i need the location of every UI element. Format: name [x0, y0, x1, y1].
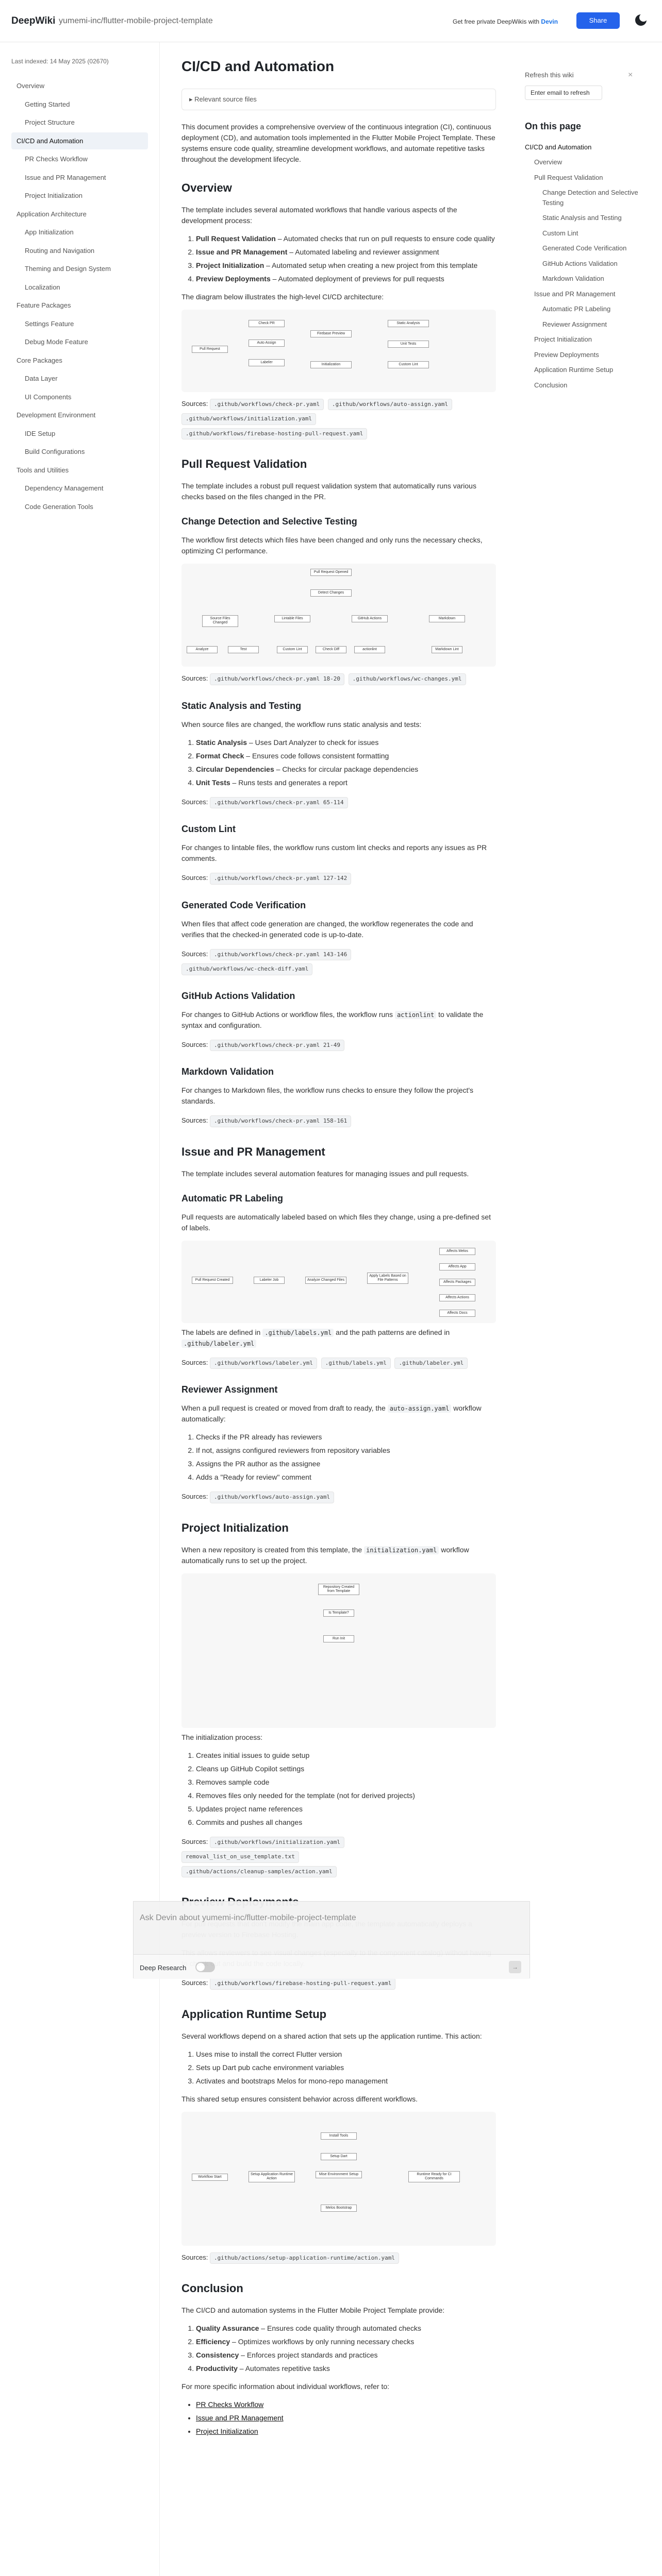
diagram-node: Labeler: [249, 359, 285, 366]
diagram-node: Markdown Lint: [432, 646, 462, 653]
source-chip[interactable]: .github/workflows/check-pr.yaml: [210, 399, 324, 411]
diagram-node: Custom Lint: [277, 646, 308, 653]
on-this-page-heading: On this page: [525, 121, 582, 131]
chat-input[interactable]: Ask Devin about yumemi-inc/flutter-mobile-project-template: [140, 1913, 356, 1922]
gav-heading: GitHub Actions Validation: [181, 990, 295, 1001]
ars-list: 1. Uses mise to install the correct Flutter version 2. Sets up Dart pub cache environment variables 3. Activates and bootstraps Melos for mono-repo management: [181, 2049, 496, 2087]
sidebar-item-project-init[interactable]: Project Initialization: [25, 192, 82, 199]
sources-pd: Sources: .github/workflows/firebase-hosting-pull-request.yaml: [181, 1976, 496, 1991]
diagram-node: Melos Bootstrap: [321, 2205, 357, 2212]
gav-text: For changes to GitHub Actions or workflow files, the workflow runs actionlint to validate the syntax and configuration.: [181, 1010, 484, 1029]
diagram-node: Test: [228, 646, 259, 653]
diagram-node: Pull Request: [192, 346, 228, 353]
diagram-node: actionlint: [354, 646, 385, 653]
diagram-node: Analyze Changed Files: [305, 1277, 346, 1284]
source-chip[interactable]: .github/workflows/check-pr.yaml 143-146: [210, 949, 351, 961]
diagram-node: Labeler Job: [254, 1277, 285, 1284]
sidebar-item-dependency[interactable]: Dependency Management: [25, 484, 104, 492]
promo-text: Get free private DeepWikis with Devin: [453, 18, 558, 25]
diagram-node: Pull Request Opened: [310, 569, 352, 576]
labeling-diagram: [181, 1241, 496, 1323]
source-chip[interactable]: .github/workflows/wc-changes.yml: [349, 673, 466, 685]
ra-list: 1. Checks if the PR already has reviewers 2. If not, assigns configured reviewers from repository variables 3. Assigns the PR author as the assignee 4. Adds a "Ready for review" comment: [181, 1432, 496, 1483]
diagram-node: Source Files Changed: [202, 615, 238, 627]
sidebar-item-debug[interactable]: Debug Mode Feature: [25, 338, 88, 346]
send-icon[interactable]: →: [509, 1961, 521, 1973]
relevant-source-files[interactable]: ▸ Relevant source files: [181, 89, 496, 110]
overview-heading: Overview: [181, 181, 232, 194]
diagram-node: Mise Environment Setup: [316, 2171, 362, 2178]
toc-item[interactable]: Reviewer Assignment: [542, 320, 607, 328]
diagram-node: Firebase Preview: [310, 330, 352, 337]
sidebar-item-core-packages[interactable]: Core Packages: [16, 356, 62, 364]
diagram-node: Install Tools: [321, 2132, 357, 2140]
main-content: [181, 42, 496, 2444]
source-chip[interactable]: removal_list_on_use_template.txt: [181, 1851, 299, 1863]
source-chip[interactable]: .github/workflows/labeler.yml: [210, 1358, 317, 1369]
overview-after: The diagram below illustrates the high-level CI/CD architecture:: [181, 292, 384, 301]
toc-item[interactable]: Application Runtime Setup: [534, 366, 614, 374]
diagram-node: Is Template?: [323, 1609, 354, 1617]
diagram-node: Setup Dart: [321, 2153, 357, 2160]
diagram-node: Auto Assign: [249, 340, 285, 347]
source-chip[interactable]: .github/workflows/initialization.yaml: [210, 1837, 344, 1849]
cl-heading: Custom Lint: [181, 824, 236, 834]
diagram-node: Affects Docs: [439, 1310, 475, 1317]
toc-item[interactable]: Issue and PR Management: [534, 290, 616, 298]
diagram-node: GitHub Actions: [352, 615, 388, 622]
sources-ars: Sources: .github/actions/setup-application-runtime/action.yaml: [181, 2251, 496, 2266]
diagram-node: Setup Application Runtime Action: [249, 2171, 295, 2183]
top-header: [0, 0, 662, 42]
diagram-node: Workflow Start: [192, 2174, 228, 2181]
change-detection-diagram: [181, 564, 496, 667]
diagram-node: Apply Labels Based on File Patterns: [367, 1273, 408, 1284]
sidebar-item-overview[interactable]: Overview: [16, 82, 45, 90]
email-refresh-button[interactable]: Enter email to refresh: [525, 86, 602, 100]
diagram-node: Repository Created from Template: [318, 1584, 359, 1596]
overview-list: 1. Pull Request Validation – Automated checks that run on pull requests to ensure code quality 2. Issue and PR Management – Automated labeling and reviewer assignment 3. Project Initialization – Automated setup when creating a new project from this template 4. Preview Deployments – Automated deployment of previews for pull requests: [181, 233, 496, 284]
diagram-node: Affects Packages: [439, 1279, 475, 1286]
diagram-node: Affects Actions: [439, 1294, 475, 1301]
source-chip[interactable]: .github/workflows/firebase-hosting-pull-request.yaml: [210, 1978, 395, 1990]
labels-text: The labels are defined in .github/labels.yml and the path patterns are defined in .github/labeler.yml: [181, 1328, 450, 1347]
sources-gav: Sources: .github/workflows/check-pr.yaml 21-49: [181, 1038, 496, 1053]
toc-item[interactable]: Conclusion: [534, 381, 568, 389]
runtime-diagram: [181, 2112, 496, 2246]
sidebar-item-build-config[interactable]: Build Configurations: [25, 448, 85, 455]
chat-bar: [134, 1954, 529, 1979]
source-chip[interactable]: .github/workflows/wc-check-diff.yaml: [181, 963, 312, 975]
toc-item[interactable]: CI/CD and Automation: [525, 143, 592, 151]
pi-list: 1. Creates initial issues to guide setup 2. Cleans up GitHub Copilot settings 3. Removes sample code 4. Removes files only needed for the template (not for derived projects) 5. Updates project name references 6. Commits and pushes all changes: [181, 1750, 496, 1828]
source-chip[interactable]: .github/workflows/check-pr.yaml 21-49: [210, 1040, 344, 1052]
sources-sa: Sources: .github/workflows/check-pr.yaml 65-114: [181, 795, 496, 810]
share-button[interactable]: Share: [576, 12, 620, 29]
link-issue-pr[interactable]: Issue and PR Management: [196, 2414, 284, 2422]
diagram-node: Custom Lint: [388, 361, 429, 368]
sources-ra: Sources: .github/workflows/auto-assign.yaml: [181, 1490, 496, 1505]
toc-item[interactable]: Pull Request Validation: [534, 173, 603, 181]
refresh-text: Refresh this wiki: [525, 71, 574, 79]
diagram-node: Lintable Files: [274, 615, 310, 622]
deep-research-toggle[interactable]: [195, 1962, 215, 1972]
source-chip[interactable]: .github/labels.yml: [321, 1358, 391, 1369]
source-chip[interactable]: .github/workflows/check-pr.yaml 65-114: [210, 797, 348, 809]
source-chip[interactable]: .github/actions/cleanup-samples/action.yaml: [181, 1866, 337, 1878]
toc-item[interactable]: Generated Code Verification: [542, 244, 627, 252]
sa-text: When source files are changed, the workflow runs static analysis and tests:: [181, 720, 422, 728]
toc-item[interactable]: Change Detection and Selective Testing: [542, 189, 638, 207]
conc-text: The CI/CD and automation systems in the Flutter Mobile Project Template provide:: [181, 2306, 445, 2314]
source-chip[interactable]: .github/workflows/initialization.yaml: [181, 413, 316, 425]
conc-links: [181, 2399, 496, 2437]
diagram-node: Static Analysis: [388, 320, 429, 327]
source-chip[interactable]: .github/workflows/check-pr.yaml 158-161: [210, 1115, 351, 1127]
diagram-node: Detect Changes: [310, 589, 352, 597]
sidebar-item-pr-checks[interactable]: PR Checks Workflow: [25, 155, 88, 163]
toc-item[interactable]: Static Analysis and Testing: [542, 214, 622, 222]
last-indexed: Last indexed: 14 May 2025 (02670): [11, 58, 109, 65]
sa-list: 1. Static Analysis – Uses Dart Analyzer to check for issues 2. Format Check – Ensures code follows consistent formatting 3. Circular Dependencies – Checks for circular package dependencies 4. Unit Tests – Runs tests and generates a report: [181, 737, 496, 788]
mv-heading: Markdown Validation: [181, 1066, 274, 1077]
init-diagram: [181, 1573, 496, 1728]
source-chip[interactable]: .github/workflows/firebase-hosting-pull-request.yaml: [181, 428, 367, 440]
diagram-node: Runtime Ready for CI Commands: [408, 2171, 460, 2183]
source-chip[interactable]: .github/workflows/auto-assign.yaml: [328, 399, 452, 411]
sources-pi: Sources: .github/workflows/initialization.yaml removal_list_on_use_template.txt .github/actions/cleanup-samples/action.yaml: [181, 1835, 496, 1879]
link-pr-checks[interactable]: PR Checks Workflow: [196, 2400, 264, 2409]
page-title: CI/CD and Automation: [181, 58, 335, 74]
diagram-node: Unit Tests: [388, 341, 429, 348]
sources-cd: Sources: .github/workflows/check-pr.yaml 18-20 .github/workflows/wc-changes.yml: [181, 672, 496, 687]
overview-text: The template includes several automated workflows that handle various aspects of the development process:: [181, 205, 457, 225]
sidebar-item-routing[interactable]: Routing and Navigation: [25, 246, 95, 255]
toc-item[interactable]: Markdown Validation: [542, 275, 604, 282]
sidebar-item-ide-setup[interactable]: IDE Setup: [25, 429, 56, 437]
pi-text: When a new repository is created from this template, the initialization.yaml workflow automatically runs to set up the project.: [181, 1545, 469, 1565]
devin-link[interactable]: Devin: [541, 18, 558, 25]
source-chip[interactable]: .github/actions/setup-application-runtime/action.yaml: [210, 2252, 399, 2264]
ra-heading: Reviewer Assignment: [181, 1384, 278, 1395]
sidebar-item-tools[interactable]: Tools and Utilities: [16, 466, 69, 474]
cd-text: The workflow first detects which files have been changed and only runs the necessary checks, optimizing CI performance.: [181, 536, 483, 555]
sidebar-item-data-layer[interactable]: Data Layer: [25, 375, 58, 382]
toc-item[interactable]: Overview: [534, 158, 562, 166]
source-chip[interactable]: .github/labeler.yml: [394, 1358, 468, 1369]
ars-text: Several workflows depend on a shared action that sets up the application runtime. This action:: [181, 2031, 482, 2040]
sidebar: [0, 42, 160, 2576]
ra-text: When a pull request is created or moved from draft to ready, the auto-assign.yaml workflow automatically:: [181, 1404, 482, 1423]
mv-text: For changes to Markdown files, the workflow runs checks to ensure they follow the project's standards.: [181, 1086, 474, 1105]
pi-heading: Project Initialization: [181, 1521, 289, 1534]
architecture-diagram: [181, 310, 496, 392]
diagram-node: Check PR: [249, 320, 285, 327]
intro: This document provides a comprehensive overview of the continuous integration (CI), continuous deployment (CD), and automation tools implemented in the Flutter Mobile Project Template. These systems ensure code quality, streamline development workflows, and automate repetitive tasks throughout the development lifecycle.: [181, 122, 495, 163]
diagram-node: Affects Melos: [439, 1248, 475, 1255]
sidebar-item-theming[interactable]: Theming and Design System: [25, 265, 111, 273]
toc-item[interactable]: Project Initialization: [534, 335, 592, 343]
conc-list: 1. Quality Assurance – Ensures code quality through automated checks 2. Efficiency – Optimizes workflows by only running necessary checks 3. Consistency – Enforces project standards and practices 4. Productivity – Automates repetitive tasks: [181, 2323, 496, 2374]
ipm-heading: Issue and PR Management: [181, 1145, 325, 1158]
sources-overview: Sources: .github/workflows/check-pr.yaml .github/workflows/auto-assign.yaml .github/workflows/initialization.yaml .github/workflows/firebase-hosting-pull-request.yaml: [181, 397, 496, 442]
diagram-node: Markdown: [429, 615, 465, 622]
source-chip[interactable]: .github/workflows/auto-assign.yaml: [210, 1492, 334, 1503]
pi-text-2: The initialization process:: [181, 1733, 263, 1741]
toc-item[interactable]: GitHub Actions Validation: [542, 259, 618, 267]
sources-gcv: Sources: .github/workflows/check-pr.yaml 143-146 .github/workflows/wc-check-diff.yaml: [181, 947, 496, 977]
repo-name[interactable]: yumemi-inc/flutter-mobile-project-template: [59, 16, 213, 25]
deep-research-label: Deep Research: [140, 1964, 187, 1972]
diagram-node: Analyze: [187, 646, 218, 653]
toc-item[interactable]: Preview Deployments: [534, 350, 599, 359]
dark-mode-icon[interactable]: [635, 14, 647, 26]
sidebar-item-localization[interactable]: Localization: [25, 283, 60, 291]
sidebar-item-app-init[interactable]: App Initialization: [25, 228, 74, 236]
apl-text: Pull requests are automatically labeled based on which files they change, using a pre-defined set of labels.: [181, 1212, 491, 1232]
sidebar-item-ui-components[interactable]: UI Components: [25, 393, 72, 401]
apl-heading: Automatic PR Labeling: [181, 1193, 284, 1204]
gcv-heading: Generated Code Verification: [181, 900, 306, 910]
sa-heading: Static Analysis and Testing: [181, 700, 302, 711]
sidebar-item-project-structure[interactable]: Project Structure: [25, 118, 75, 126]
sidebar-item-dev-env[interactable]: Development Environment: [16, 411, 96, 419]
sidebar-item-codegen[interactable]: Code Generation Tools: [25, 502, 93, 511]
diagram-node: Check Diff: [316, 646, 346, 653]
sources-cl: Sources: .github/workflows/check-pr.yaml 127-142: [181, 871, 496, 886]
diagram-node: Pull Request Created: [192, 1277, 233, 1284]
toc-item[interactable]: Automatic PR Labeling: [542, 305, 611, 313]
prv-heading: Pull Request Validation: [181, 457, 307, 470]
source-chip[interactable]: .github/workflows/check-pr.yaml 18-20: [210, 673, 344, 685]
chat-panel: [133, 1901, 530, 1978]
link-project-init[interactable]: Project Initialization: [196, 2427, 258, 2435]
sidebar-item-settings[interactable]: Settings Feature: [25, 319, 74, 328]
sources-mv: Sources: .github/workflows/check-pr.yaml 158-161: [181, 1114, 496, 1129]
gcv-text: When files that affect code generation are changed, the workflow regenerates the code and verifies that the checked-in generated code is up-to-date.: [181, 919, 473, 939]
right-panel: [525, 70, 649, 393]
sidebar-item-cicd[interactable]: CI/CD and Automation: [11, 132, 148, 150]
toc-item[interactable]: Custom Lint: [542, 229, 578, 237]
prv-text: The template includes a robust pull request validation system that automatically runs various checks based on the files changed in the PR.: [181, 482, 476, 501]
source-chip[interactable]: .github/workflows/check-pr.yaml 127-142: [210, 873, 351, 885]
ipm-text: The template includes several automation features for managing issues and pull requests.: [181, 1169, 469, 1178]
sources-apl: Sources: .github/workflows/labeler.yml .github/labels.yml .github/labeler.yml: [181, 1356, 496, 1371]
brand-logo[interactable]: DeepWiki: [11, 15, 56, 26]
cl-text: For changes to lintable files, the workflow runs custom lint checks and reports any issues as PR comments.: [181, 843, 487, 862]
ars-heading: Application Runtime Setup: [181, 2007, 327, 2021]
cd-heading: Change Detection and Selective Testing: [181, 516, 357, 527]
ars-text-2: This shared setup ensures consistent behavior across different workflows.: [181, 2094, 418, 2103]
sidebar-item-feature-packages[interactable]: Feature Packages: [16, 301, 71, 309]
sidebar-item-app-arch[interactable]: Application Architecture: [16, 210, 87, 218]
diagram-node: Initialization: [310, 361, 352, 368]
conc-text-2: For more specific information about individual workflows, refer to:: [181, 2382, 390, 2391]
diagram-node: Run Init: [323, 1635, 354, 1642]
sidebar-item-getting-started[interactable]: Getting Started: [25, 100, 70, 108]
sidebar-item-issue-pr[interactable]: Issue and PR Management: [25, 173, 106, 181]
conc-heading: Conclusion: [181, 2282, 243, 2295]
close-icon[interactable]: ×: [628, 71, 633, 79]
diagram-node: Affects App: [439, 1263, 475, 1270]
